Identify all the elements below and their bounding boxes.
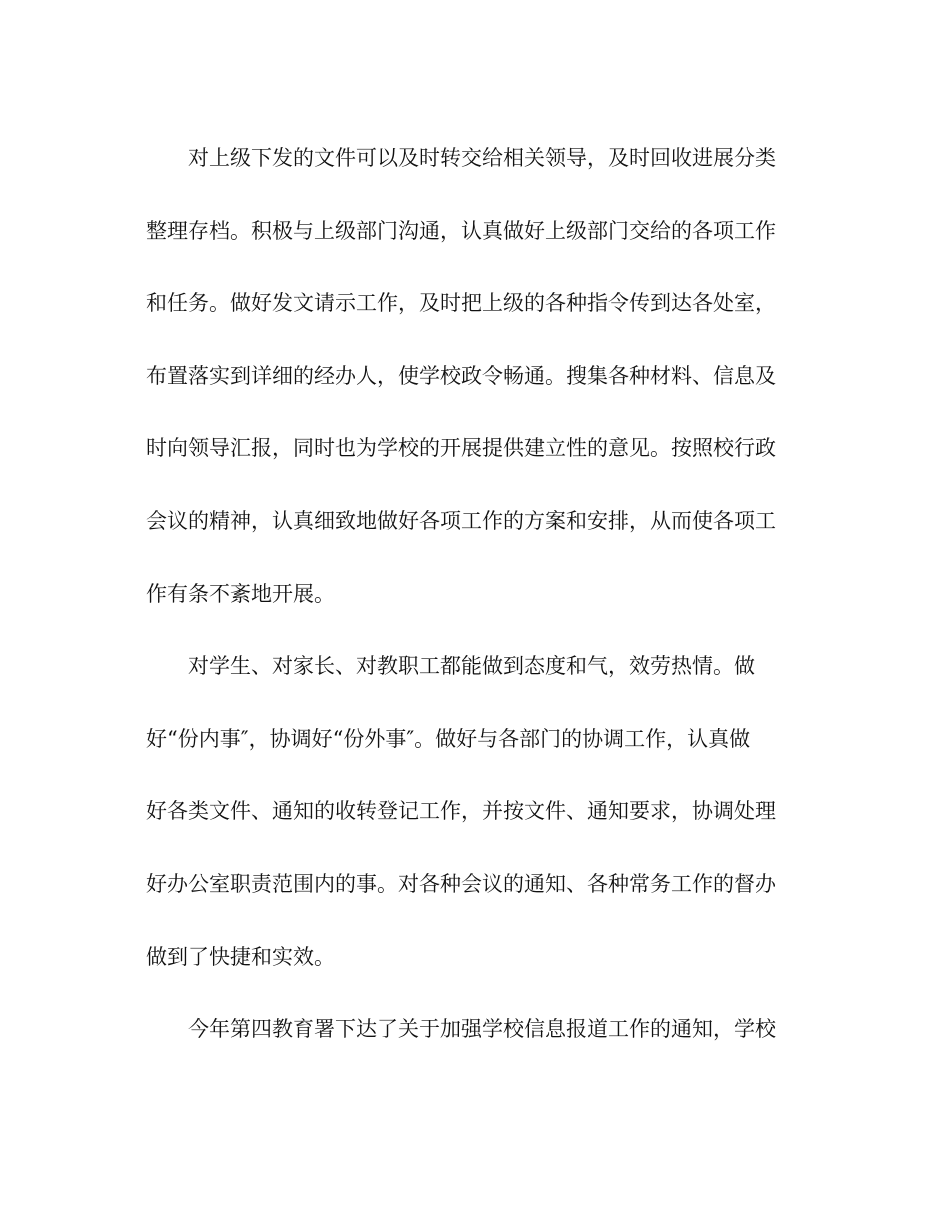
text-line: 做到了快捷和实效。 xyxy=(146,944,335,969)
paragraph-1 xyxy=(146,136,802,644)
text-line: 对学生、对家长、对教职工都能做到态度和气，效劳热情。做 xyxy=(188,654,755,679)
text-line: 布置落实到详细的经办人，使学校政令畅通。搜集各种材料、信息及 xyxy=(146,363,776,388)
text-line: 时向领导汇报，同时也为学校的开展提供建立性的意见。按照校行政 xyxy=(146,436,776,461)
document-body xyxy=(146,136,802,1080)
paragraph-3 xyxy=(146,1007,802,1080)
text-line: 对上级下发的文件可以及时转交给相关领导，及时回收进展分类 xyxy=(188,146,776,170)
text-line: 整理存档。积极与上级部门沟通，认真做好上级部门交给的各项工作 xyxy=(146,218,776,243)
text-line: 今年第四教育署下达了关于加强学校信息报道工作的通知，学校 xyxy=(188,1017,776,1042)
paragraph-2 xyxy=(146,644,802,1007)
text-line: 好“份内事″，协调好“份外事″。做好与各部门的协调工作，认真做 xyxy=(146,726,751,751)
text-line: 好办公室职责范围内的事。对各种会议的通知、各种常务工作的督办 xyxy=(146,871,776,896)
text-line: 和任务。做好发文请示工作，及时把上级的各种指令传到达各处室， xyxy=(146,291,776,316)
text-line: 好各类文件、通知的收转登记工作，并按文件、通知要求，协调处理 xyxy=(146,799,776,824)
text-line: 作有条不紊地开展。 xyxy=(146,581,335,606)
text-line: 会议的精神，认真细致地做好各项工作的方案和安排，从而使各项工 xyxy=(146,508,776,533)
